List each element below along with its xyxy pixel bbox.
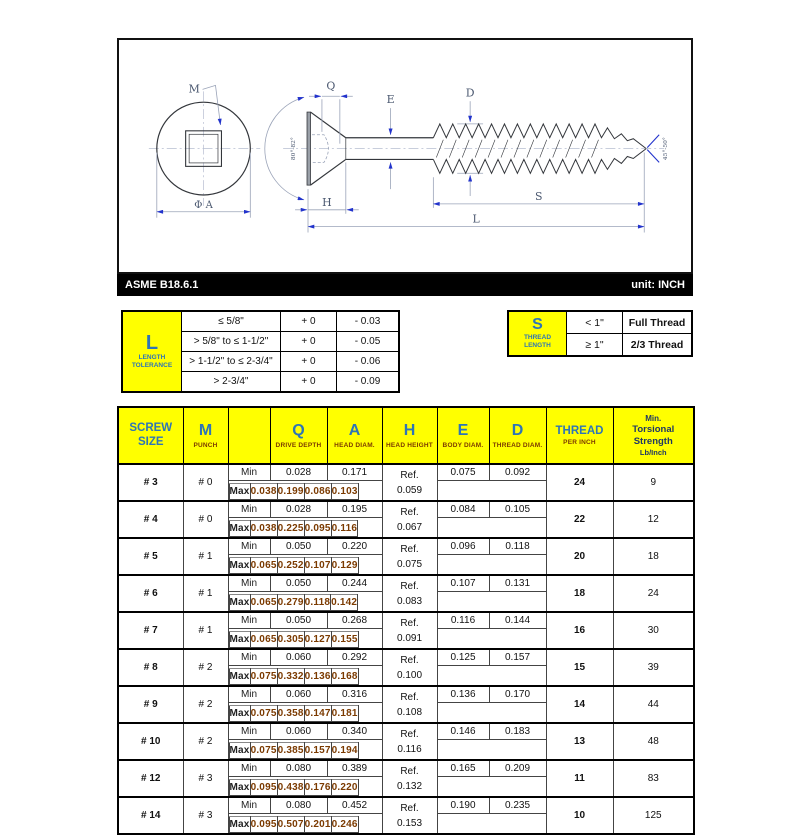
length-tolerance-row bbox=[122, 311, 399, 332]
a-min: 0.389 bbox=[327, 760, 382, 777]
spec-row-min bbox=[118, 797, 694, 814]
tolerance-section bbox=[117, 310, 693, 393]
e-min: 0.096 bbox=[437, 538, 489, 555]
h-value: 0.059 bbox=[396, 484, 423, 496]
spec-header-row bbox=[118, 407, 694, 464]
spec-row-max bbox=[229, 520, 271, 537]
thread-rule: 2/3 Thread bbox=[623, 334, 693, 357]
technical-drawing-panel bbox=[117, 38, 693, 274]
d-max: 0.103 bbox=[331, 484, 358, 500]
spec-row-max bbox=[229, 705, 271, 722]
e-min: 0.107 bbox=[437, 575, 489, 592]
q-max: 0.038 bbox=[250, 521, 277, 537]
q-max: 0.075 bbox=[250, 743, 277, 759]
threads-per-inch: 22 bbox=[546, 501, 613, 538]
punch-size: # 2 bbox=[183, 649, 228, 686]
minmax-label: Min bbox=[228, 612, 270, 629]
torsional-strength: 18 bbox=[613, 538, 694, 575]
h-value: 0.132 bbox=[396, 780, 423, 792]
torsional-strength: 83 bbox=[613, 760, 694, 797]
thread-range: ≥ 1" bbox=[567, 334, 623, 357]
h-ref: Ref. bbox=[400, 654, 419, 666]
h-value: 0.153 bbox=[396, 817, 423, 829]
spec-row-min bbox=[118, 464, 694, 481]
a-min: 0.292 bbox=[327, 649, 382, 666]
screw-size: # 4 bbox=[118, 501, 183, 538]
d-max: 0.155 bbox=[331, 632, 358, 648]
a-max: 0.225 bbox=[277, 521, 304, 537]
q-max: 0.065 bbox=[250, 558, 277, 574]
head-height-cell bbox=[382, 797, 437, 834]
q-max: 0.038 bbox=[250, 484, 277, 500]
torsional-strength: 12 bbox=[613, 501, 694, 538]
spec-table-section bbox=[117, 406, 693, 835]
a-min: 0.316 bbox=[327, 686, 382, 703]
dim-label-s: S bbox=[535, 189, 543, 203]
header-screw-size: SCREW SIZE bbox=[118, 407, 183, 464]
length-range: ≤ 5/8" bbox=[182, 311, 281, 332]
a-max: 0.385 bbox=[277, 743, 304, 759]
punch-size: # 3 bbox=[183, 760, 228, 797]
e-min: 0.136 bbox=[437, 686, 489, 703]
h-ref: Ref. bbox=[400, 728, 419, 740]
d-min: 0.105 bbox=[489, 501, 546, 518]
header-drive-depth bbox=[270, 407, 327, 464]
length-range: > 5/8" to ≤ 1-1/2" bbox=[182, 332, 281, 352]
a-max: 0.507 bbox=[277, 817, 304, 833]
threads-per-inch: 16 bbox=[546, 612, 613, 649]
h-ref: Ref. bbox=[400, 765, 419, 777]
torsional-strength: 48 bbox=[613, 723, 694, 760]
d-min: 0.209 bbox=[489, 760, 546, 777]
screw-technical-drawing bbox=[119, 40, 691, 272]
thread-length-title: THREAD LENGTH bbox=[523, 333, 552, 349]
minmax-label: Max bbox=[229, 743, 250, 759]
spec-row-max bbox=[229, 816, 271, 833]
strength-line2: Torsional Strength bbox=[632, 423, 675, 447]
torsional-strength: 30 bbox=[613, 612, 694, 649]
q-symbol: Q bbox=[292, 422, 305, 440]
head-height-cell bbox=[382, 723, 437, 760]
e-max: 0.095 bbox=[304, 521, 331, 537]
e-max: 0.107 bbox=[304, 558, 331, 574]
minmax-label: Max bbox=[229, 521, 250, 537]
head-cone-bottom bbox=[310, 159, 345, 185]
punch-size: # 3 bbox=[183, 797, 228, 834]
plus-tolerance: + 0 bbox=[281, 332, 337, 352]
d-max: 0.194 bbox=[331, 743, 358, 759]
plus-tolerance: + 0 bbox=[281, 352, 337, 372]
spec-row-min bbox=[118, 649, 694, 666]
spec-row-max bbox=[229, 483, 271, 500]
minmax-label: Min bbox=[228, 575, 270, 592]
threads-per-inch: 20 bbox=[546, 538, 613, 575]
a-min: 0.452 bbox=[327, 797, 382, 814]
spec-row-max bbox=[229, 631, 271, 648]
dim-label-l: L bbox=[472, 212, 480, 226]
thread-length-table bbox=[507, 310, 693, 357]
minmax-label: Min bbox=[228, 538, 270, 555]
spec-row-max bbox=[229, 668, 271, 685]
q-max: 0.065 bbox=[250, 632, 277, 648]
d-max: 0.142 bbox=[331, 595, 358, 611]
e-min: 0.084 bbox=[437, 501, 489, 518]
e-max: 0.147 bbox=[304, 706, 331, 722]
head-height-cell bbox=[382, 686, 437, 723]
length-tolerance-title: LENGTH TOLERANCE bbox=[131, 353, 173, 369]
h-ref: Ref. bbox=[400, 802, 419, 814]
e-symbol: E bbox=[457, 422, 469, 440]
punch-size: # 0 bbox=[183, 464, 228, 501]
length-tolerance-symbol: L bbox=[145, 331, 159, 354]
header-minmax bbox=[228, 407, 270, 464]
q-max: 0.065 bbox=[250, 595, 277, 611]
h-ref: Ref. bbox=[400, 469, 419, 481]
threads-per-inch: 18 bbox=[546, 575, 613, 612]
length-tolerance-label bbox=[122, 311, 182, 392]
punch-size: # 2 bbox=[183, 686, 228, 723]
d-max: 0.116 bbox=[331, 521, 357, 537]
d-sublabel: THREAD DIAM. bbox=[492, 441, 543, 449]
a-min: 0.171 bbox=[327, 464, 382, 481]
q-min: 0.060 bbox=[270, 686, 327, 703]
strength-line1: Min. bbox=[645, 413, 662, 423]
spec-row-min bbox=[118, 760, 694, 777]
punch-sublabel: PUNCH bbox=[193, 441, 218, 449]
h-ref: Ref. bbox=[400, 580, 419, 592]
dim-label-phi-a: Φ A bbox=[194, 199, 213, 211]
d-symbol: D bbox=[511, 422, 524, 440]
minmax-label: Min bbox=[228, 723, 270, 740]
q-min: 0.080 bbox=[270, 760, 327, 777]
punch-size: # 1 bbox=[183, 538, 228, 575]
spec-row-min bbox=[118, 723, 694, 740]
q-min: 0.060 bbox=[270, 723, 327, 740]
header-torsional-strength bbox=[613, 407, 694, 464]
spec-row-max bbox=[229, 742, 271, 759]
d-min: 0.092 bbox=[489, 464, 546, 481]
minmax-label: Max bbox=[229, 817, 250, 833]
spec-row-min bbox=[118, 612, 694, 629]
head-angle-label: 80°-82° bbox=[290, 137, 298, 161]
header-body-diam bbox=[437, 407, 489, 464]
a-min: 0.340 bbox=[327, 723, 382, 740]
e-max: 0.136 bbox=[304, 669, 331, 685]
minmax-label: Max bbox=[229, 632, 250, 648]
header-thread-diam bbox=[489, 407, 546, 464]
spec-row-min bbox=[118, 538, 694, 555]
e-min: 0.075 bbox=[437, 464, 489, 481]
minus-tolerance: - 0.03 bbox=[337, 311, 400, 332]
screw-size: # 14 bbox=[118, 797, 183, 834]
point-angle-label: 45°-50° bbox=[662, 137, 670, 161]
thread-length-label bbox=[508, 311, 567, 356]
threads-per-inch: 11 bbox=[546, 760, 613, 797]
thread-length-symbol: S bbox=[532, 315, 543, 333]
h-symbol: H bbox=[403, 422, 416, 440]
e-max: 0.086 bbox=[304, 484, 331, 500]
punch-size: # 0 bbox=[183, 501, 228, 538]
e-min: 0.190 bbox=[437, 797, 489, 814]
plus-tolerance: + 0 bbox=[281, 372, 337, 393]
unit-label: unit: INCH bbox=[631, 279, 685, 291]
h-value: 0.116 bbox=[397, 743, 422, 755]
head-height-cell bbox=[382, 612, 437, 649]
threads-per-inch: 14 bbox=[546, 686, 613, 723]
title-bar bbox=[117, 274, 693, 296]
torsional-strength: 39 bbox=[613, 649, 694, 686]
e-max: 0.127 bbox=[304, 632, 331, 648]
h-value: 0.083 bbox=[396, 595, 423, 607]
spec-row-min bbox=[118, 686, 694, 703]
threads-per-inch: 10 bbox=[546, 797, 613, 834]
a-max: 0.199 bbox=[277, 484, 304, 500]
screw-size: # 3 bbox=[118, 464, 183, 501]
a-max: 0.252 bbox=[277, 558, 304, 574]
header-head-height bbox=[382, 407, 437, 464]
h-ref: Ref. bbox=[400, 506, 419, 518]
minus-tolerance: - 0.05 bbox=[337, 332, 400, 352]
standard-label: ASME B18.6.1 bbox=[125, 279, 199, 291]
q-min: 0.028 bbox=[270, 464, 327, 481]
screw-size: # 5 bbox=[118, 538, 183, 575]
point-angle-line-bottom bbox=[647, 150, 659, 163]
strength-line3: Lb/Inch bbox=[639, 447, 667, 457]
a-sublabel: HEAD DIAM. bbox=[334, 441, 375, 449]
q-min: 0.050 bbox=[270, 538, 327, 555]
e-min: 0.125 bbox=[437, 649, 489, 666]
h-sublabel: HEAD HEIGHT bbox=[386, 441, 433, 449]
e-min: 0.165 bbox=[437, 760, 489, 777]
q-max: 0.095 bbox=[250, 780, 277, 796]
minmax-label: Min bbox=[228, 686, 270, 703]
minus-tolerance: - 0.06 bbox=[337, 352, 400, 372]
minmax-label: Max bbox=[229, 780, 250, 796]
a-max: 0.305 bbox=[277, 632, 304, 648]
punch-symbol: M bbox=[198, 422, 213, 440]
screw-size: # 10 bbox=[118, 723, 183, 760]
dim-label-d: D bbox=[465, 86, 475, 100]
q-min: 0.050 bbox=[270, 612, 327, 629]
h-ref: Ref. bbox=[400, 543, 419, 555]
threads-per-inch: 24 bbox=[546, 464, 613, 501]
length-range: > 1-1/2" to ≤ 2-3/4" bbox=[182, 352, 281, 372]
head-face bbox=[307, 112, 310, 185]
e-sublabel: BODY DIAM. bbox=[442, 441, 484, 449]
head-height-cell bbox=[382, 575, 437, 612]
tpi-sublabel: PER INCH bbox=[563, 439, 596, 447]
h-value: 0.067 bbox=[396, 521, 423, 533]
threads-per-inch: 15 bbox=[546, 649, 613, 686]
a-min: 0.244 bbox=[327, 575, 382, 592]
torsional-strength: 9 bbox=[613, 464, 694, 501]
q-min: 0.060 bbox=[270, 649, 327, 666]
plus-tolerance: + 0 bbox=[281, 311, 337, 332]
e-max: 0.201 bbox=[304, 817, 331, 833]
a-symbol: A bbox=[348, 422, 361, 440]
head-height-cell bbox=[382, 760, 437, 797]
d-max: 0.246 bbox=[331, 817, 358, 833]
e-min: 0.146 bbox=[437, 723, 489, 740]
e-min: 0.116 bbox=[437, 612, 489, 629]
h-value: 0.108 bbox=[396, 706, 423, 718]
spec-row-min bbox=[118, 575, 694, 592]
spec-row-max bbox=[229, 557, 271, 574]
thread-range: < 1" bbox=[567, 311, 623, 334]
q-min: 0.050 bbox=[270, 575, 327, 592]
header-threads-per-inch bbox=[546, 407, 613, 464]
length-range: > 2-3/4" bbox=[182, 372, 281, 393]
torsional-strength: 125 bbox=[613, 797, 694, 834]
q-max: 0.095 bbox=[250, 817, 277, 833]
head-height-cell bbox=[382, 538, 437, 575]
head-height-cell bbox=[382, 464, 437, 501]
screw-size: # 7 bbox=[118, 612, 183, 649]
minmax-label: Min bbox=[228, 501, 270, 518]
h-value: 0.091 bbox=[396, 632, 423, 644]
head-height-cell bbox=[382, 649, 437, 686]
tpi-symbol: THREAD bbox=[555, 424, 604, 437]
d-max: 0.220 bbox=[331, 780, 358, 796]
header-head-diam bbox=[327, 407, 382, 464]
header-punch bbox=[183, 407, 228, 464]
q-min: 0.080 bbox=[270, 797, 327, 814]
dim-label-q: Q bbox=[326, 79, 336, 93]
minus-tolerance: - 0.09 bbox=[337, 372, 400, 393]
spec-row-max bbox=[229, 779, 271, 796]
screw-size: # 12 bbox=[118, 760, 183, 797]
d-min: 0.183 bbox=[489, 723, 546, 740]
e-max: 0.118 bbox=[304, 595, 330, 611]
minmax-label: Min bbox=[228, 649, 270, 666]
d-max: 0.129 bbox=[331, 558, 358, 574]
e-max: 0.176 bbox=[304, 780, 331, 796]
q-min: 0.028 bbox=[270, 501, 327, 518]
minmax-label: Min bbox=[228, 464, 270, 481]
h-ref: Ref. bbox=[400, 691, 419, 703]
d-min: 0.144 bbox=[489, 612, 546, 629]
q-sublabel: DRIVE DEPTH bbox=[275, 441, 322, 449]
q-max: 0.075 bbox=[250, 706, 277, 722]
minmax-label: Max bbox=[229, 484, 250, 500]
m-leader-line bbox=[203, 85, 221, 124]
a-max: 0.438 bbox=[277, 780, 304, 796]
minmax-label: Max bbox=[229, 558, 250, 574]
e-max: 0.157 bbox=[304, 743, 331, 759]
screw-size: # 6 bbox=[118, 575, 183, 612]
torsional-strength: 44 bbox=[613, 686, 694, 723]
head-height-cell bbox=[382, 501, 437, 538]
length-tolerance-table bbox=[121, 310, 400, 393]
a-max: 0.332 bbox=[277, 669, 304, 685]
thread-length-row bbox=[508, 311, 692, 334]
q-max: 0.075 bbox=[250, 669, 277, 685]
spec-row-min bbox=[118, 501, 694, 518]
length-tolerance-body bbox=[122, 311, 399, 392]
thread-length-body bbox=[508, 311, 692, 356]
dim-label-e: E bbox=[386, 93, 395, 107]
minmax-label: Max bbox=[229, 706, 250, 722]
minmax-label: Max bbox=[229, 595, 250, 611]
point-angle-line-top bbox=[647, 135, 659, 148]
screw-size: # 9 bbox=[118, 686, 183, 723]
h-value: 0.075 bbox=[396, 558, 423, 570]
spec-row-max bbox=[229, 594, 271, 611]
minmax-label: Min bbox=[228, 760, 270, 777]
a-min: 0.220 bbox=[327, 538, 382, 555]
d-min: 0.170 bbox=[489, 686, 546, 703]
d-max: 0.181 bbox=[331, 706, 358, 722]
dim-label-h: H bbox=[322, 195, 332, 209]
d-min: 0.118 bbox=[489, 538, 546, 555]
threads-per-inch: 13 bbox=[546, 723, 613, 760]
dim-label-m: M bbox=[188, 82, 200, 96]
d-min: 0.131 bbox=[489, 575, 546, 592]
d-min: 0.235 bbox=[489, 797, 546, 814]
punch-size: # 1 bbox=[183, 575, 228, 612]
d-max: 0.168 bbox=[331, 669, 358, 685]
h-ref: Ref. bbox=[400, 617, 419, 629]
punch-size: # 1 bbox=[183, 612, 228, 649]
thread-rule: Full Thread bbox=[623, 311, 693, 334]
h-value: 0.100 bbox=[396, 669, 423, 681]
a-max: 0.279 bbox=[277, 595, 304, 611]
torsional-strength: 24 bbox=[613, 575, 694, 612]
a-max: 0.358 bbox=[277, 706, 304, 722]
minmax-label: Min bbox=[228, 797, 270, 814]
a-min: 0.268 bbox=[327, 612, 382, 629]
spec-table bbox=[117, 406, 695, 835]
d-min: 0.157 bbox=[489, 649, 546, 666]
head-cone-top bbox=[310, 112, 345, 138]
spec-table-body bbox=[118, 464, 694, 834]
minmax-label: Max bbox=[229, 669, 250, 685]
a-min: 0.195 bbox=[327, 501, 382, 518]
spec-sheet bbox=[117, 38, 693, 835]
screw-size: # 8 bbox=[118, 649, 183, 686]
punch-size: # 2 bbox=[183, 723, 228, 760]
